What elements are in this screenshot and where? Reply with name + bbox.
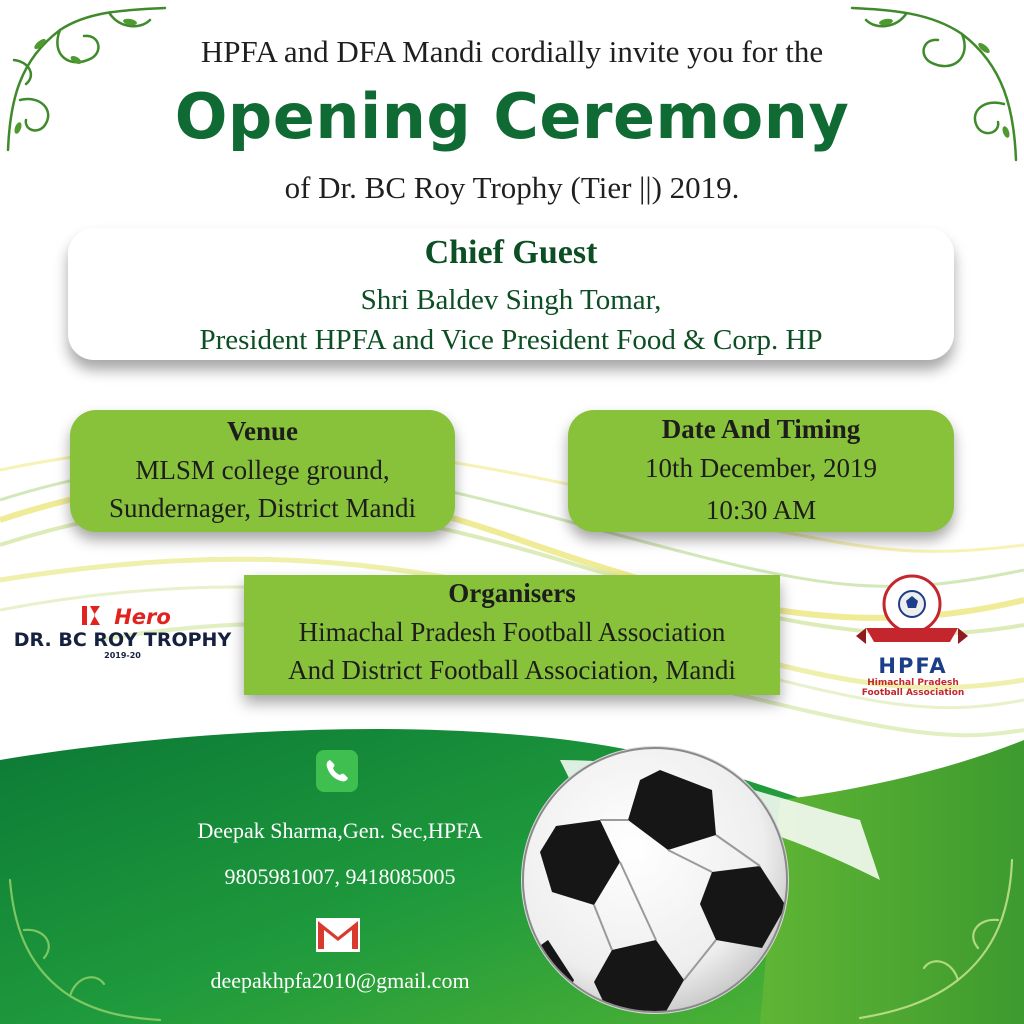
organisers-line-2: And District Football Association, Mandi [288,655,736,685]
contact-phones[interactable]: 9805981007, 9418085005 [224,864,456,889]
event-date: 10th December, 2019 [644,453,878,483]
hero-brand-text: Hero [114,605,171,629]
hpfa-logo [838,654,988,698]
organisers-line-1: Himachal Pradesh Football Association [298,617,726,647]
event-subtitle: of Dr. BC Roy Trophy (Tier ||) 2019. [284,170,740,205]
venue-heading: Venue [226,416,299,446]
gmail-envelope-icon [316,918,360,952]
venue-line-2: Sundernager, District Mandi [108,493,417,523]
date-timing-heading: Date And Timing [661,414,861,444]
chief-guest-heading: Chief Guest [424,234,598,271]
event-time: 10:30 AM [705,495,817,525]
phone-icon[interactable] [316,750,358,792]
trophy-season-text: 2019-20 [104,651,141,660]
organisers-heading: Organisers [448,578,576,608]
dr-bc-roy-trophy-logo [10,605,235,660]
contact-email[interactable]: deepakhpfa2010@gmail.com [210,968,470,993]
invite-line: HPFA and DFA Mandi cordially invite you for the [200,34,824,69]
bottom-right-green [760,740,1024,1024]
trophy-name-text: DR. BC ROY TROPHY [13,629,232,651]
hpfa-name-line-1: Himachal Pradesh [867,678,959,688]
gmail-icon[interactable] [316,918,360,952]
chief-guest-name: Shri Baldev Singh Tomar, [360,284,662,316]
venue-line-1: MLSM college ground, [135,455,390,485]
hpfa-acronym-text: HPFA [878,654,948,678]
phone-handset-icon [316,750,358,792]
chief-guest-designation: President HPFA and Vice President Food & Corp. HP [199,324,823,356]
hpfa-name-line-2: Football Association [861,688,965,698]
contact-person: Deepak Sharma,Gen. Sec,HPFA [197,818,483,843]
page-title: Opening Ceremony [174,80,850,153]
